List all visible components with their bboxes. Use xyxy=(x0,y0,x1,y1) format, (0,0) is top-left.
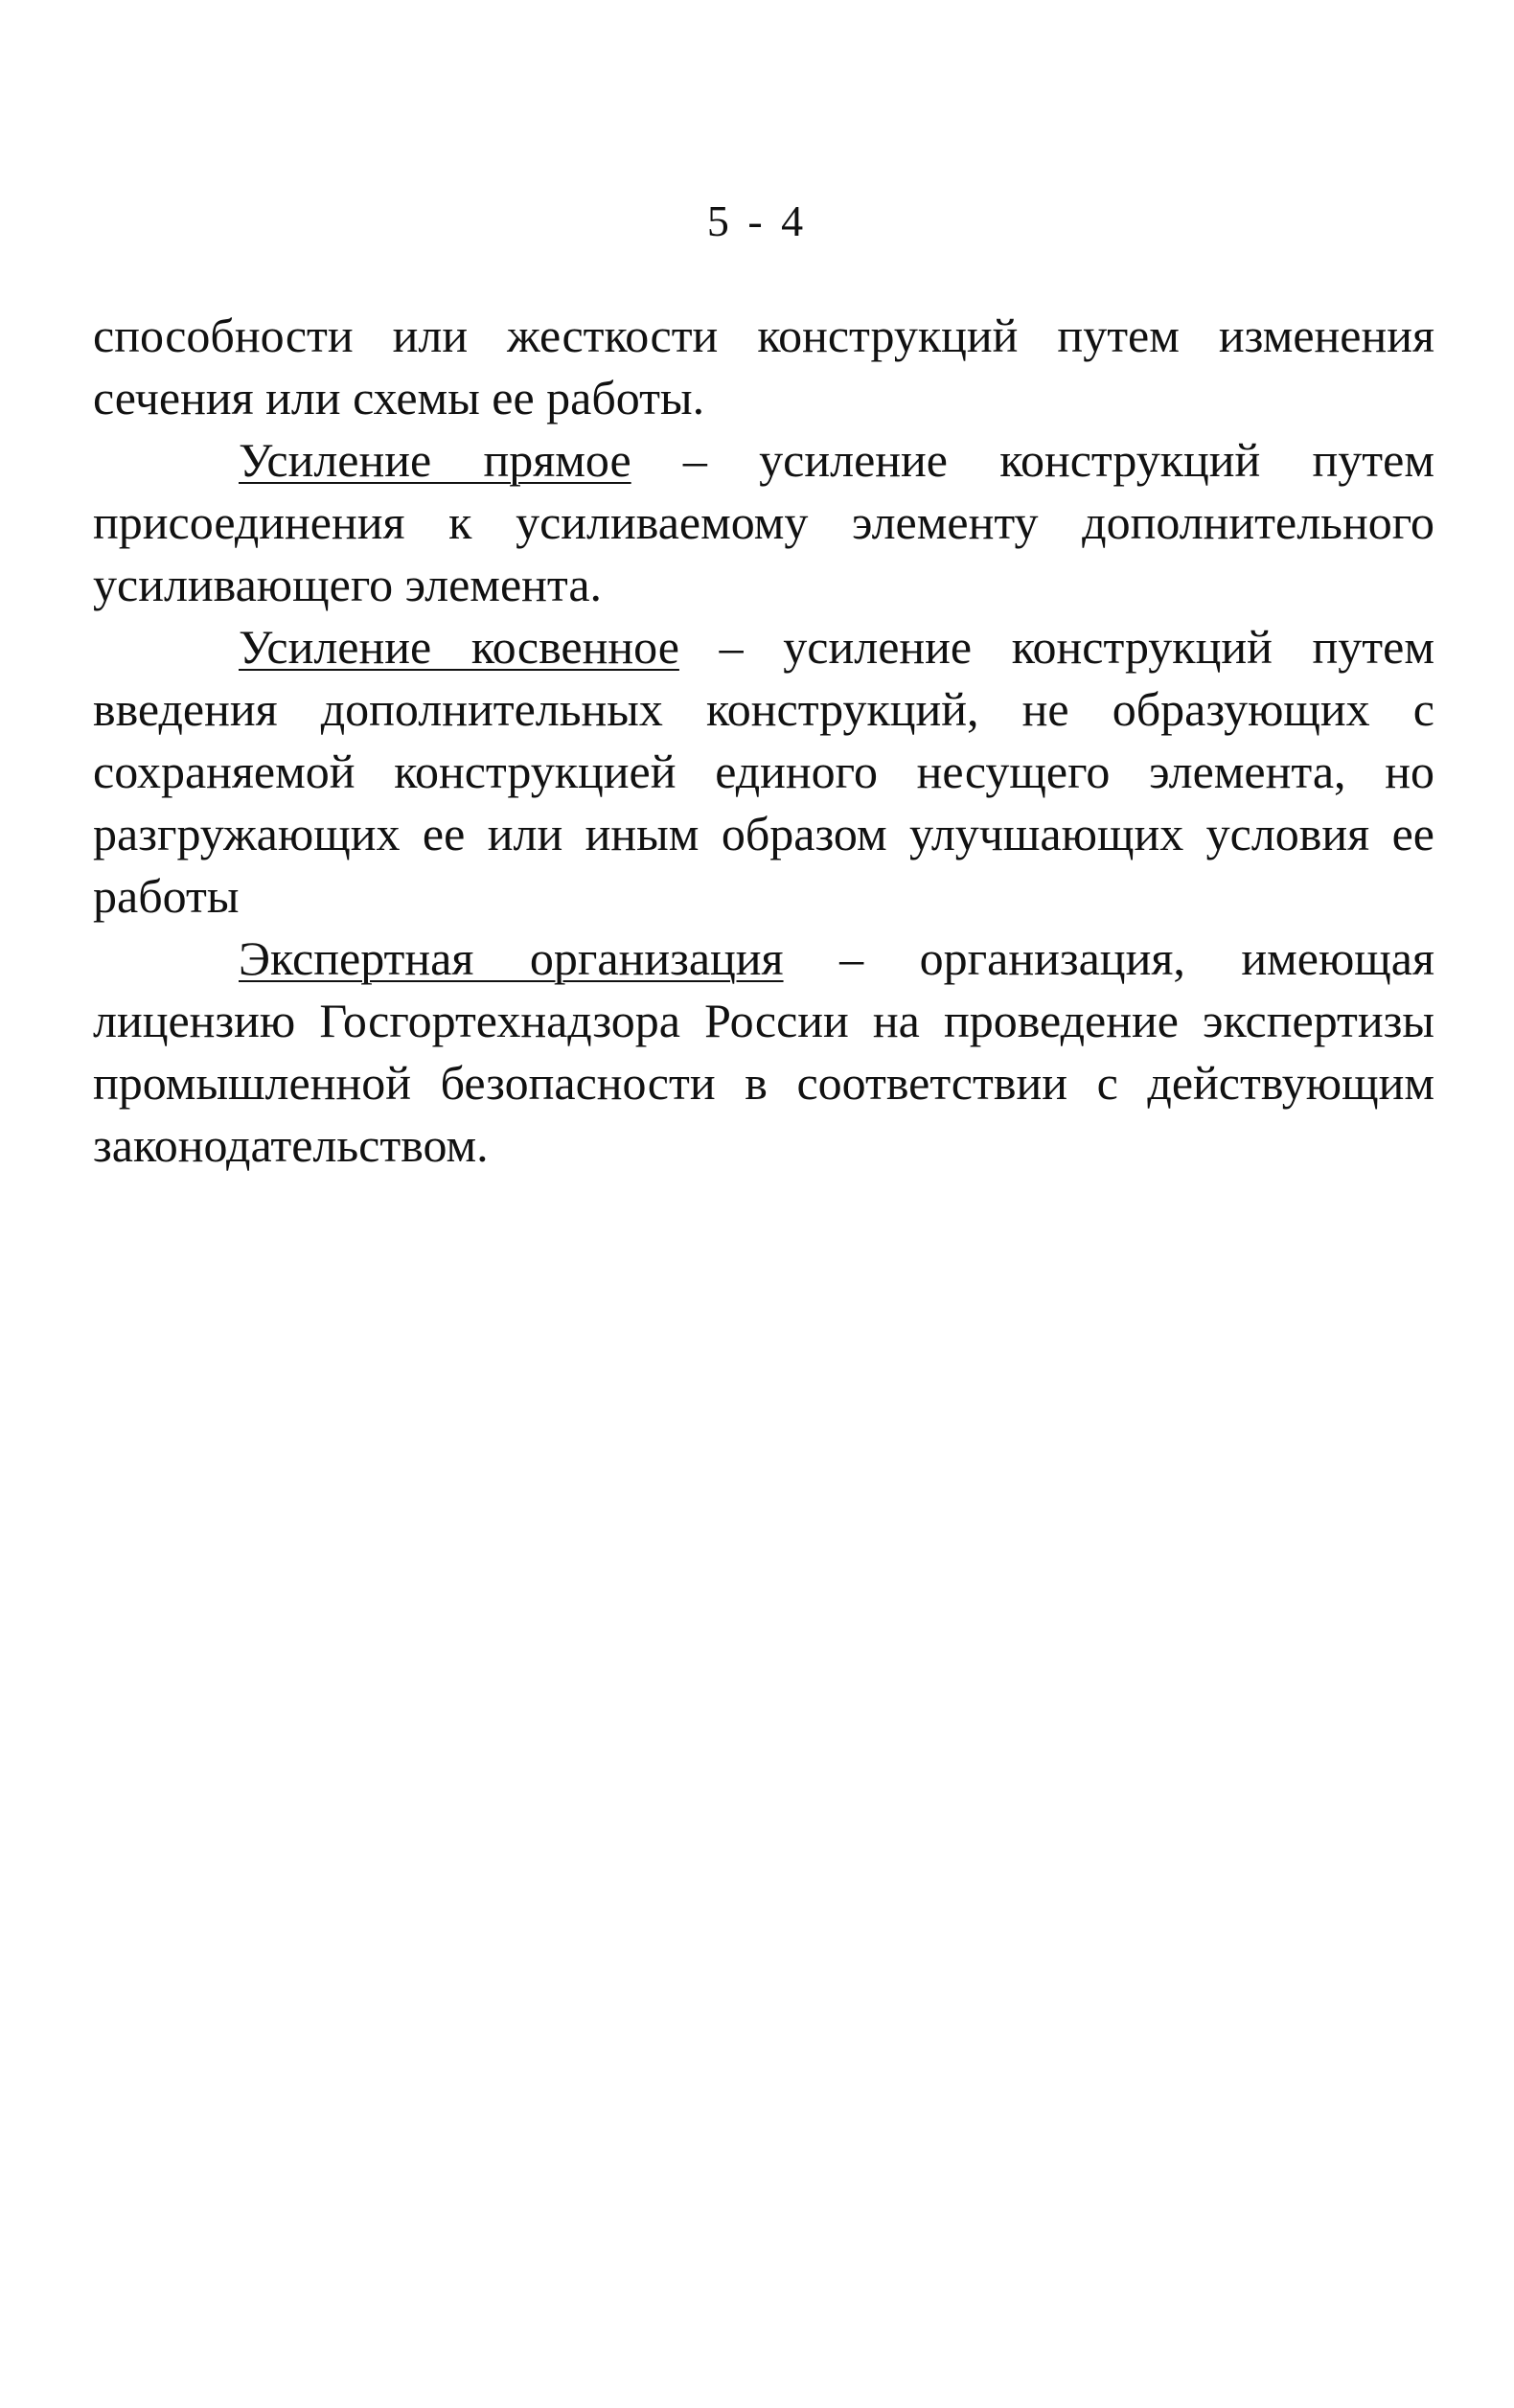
page-number: 5 - 4 xyxy=(706,196,808,245)
paragraph-text: – усиление конструкций путем присоединения к усиливаемому элементу дополнительного усиливающего элемента. xyxy=(93,433,1434,611)
term-heading: Усиление прямое xyxy=(239,433,631,487)
term-heading: Экспертная организация xyxy=(239,931,784,985)
paragraph-text: – организация, имеющая лицензию Госгортехнадзора России на проведение экспертизы промышленной безопасности в соответствии с действующим законодательством. xyxy=(93,931,1434,1172)
paragraph-definition-direct-strengthening xyxy=(93,429,1434,616)
body-text xyxy=(93,305,1434,1177)
term-heading: Усиление косвенное xyxy=(239,620,679,674)
paragraph-continuation xyxy=(93,305,1434,429)
paragraph-text: способности или жесткости конструкций путем изменения сечения или схемы ее работы. xyxy=(93,309,1434,424)
paragraph-definition-indirect-strengthening xyxy=(93,616,1434,928)
paragraph-definition-expert-organization xyxy=(93,928,1434,1177)
paragraph-text: – усиление конструкций путем введения дополнительных конструкций, не образующих с сохраняемой конструкцией единого несущего элемента, но разгружающих ее или иным образом улучшающих условия ее работы xyxy=(93,620,1434,923)
